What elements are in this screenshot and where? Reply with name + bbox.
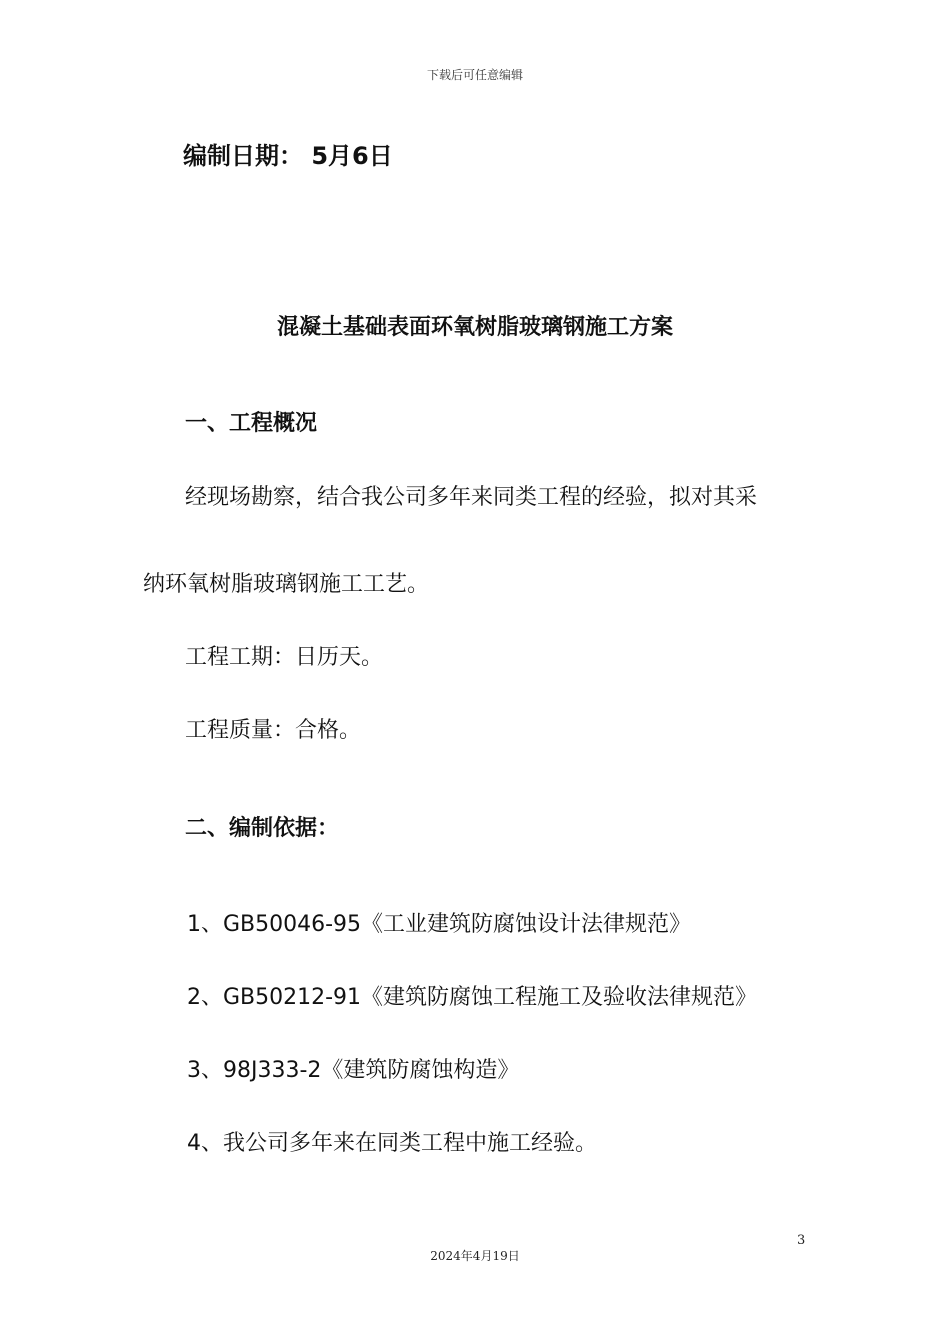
overview-paragraph-line-1: 经现场勘察，结合我公司多年来同类工程的经验，拟对其采 — [185, 485, 758, 510]
section-heading-overview: 一、工程概况 — [185, 411, 318, 436]
page-number: 3 — [797, 1233, 806, 1248]
document-title: 混凝土基础表面环氧树脂玻璃钢施工方案 — [276, 315, 673, 340]
basis-list-item: 3、98J333-2《建筑防腐蚀构造》 — [187, 1058, 520, 1083]
basis-list-item: 1、GB50046-95《工业建筑防腐蚀设计法律规范》 — [187, 912, 692, 937]
basis-list-item: 4、我公司多年来在同类工程中施工经验。 — [187, 1131, 597, 1156]
page-header-note: 下载后可任意编辑 — [426, 68, 523, 82]
construction-quality: 工程质量：合格。 — [185, 718, 362, 743]
overview-paragraph-line-2: 纳环氧树脂玻璃钢施工工艺。 — [143, 572, 430, 597]
construction-period: 工程工期：日历天。 — [185, 645, 384, 670]
compile-date: 编制日期： 5月6日 — [183, 142, 393, 170]
section-heading-basis: 二、编制依据： — [185, 816, 340, 841]
basis-list-item: 2、GB50212-91《建筑防腐蚀工程施工及验收法律规范》 — [187, 985, 758, 1010]
footer-date: 2024年4月19日 — [430, 1249, 520, 1263]
